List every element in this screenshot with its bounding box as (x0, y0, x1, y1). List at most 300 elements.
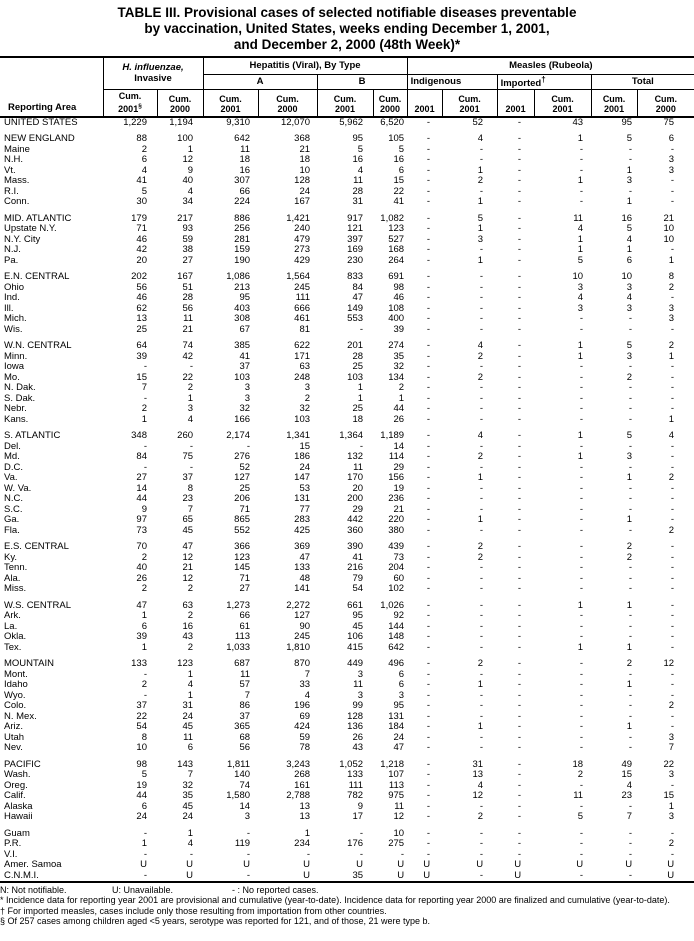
table-row (0, 352, 694, 363)
value-cell: - (479, 482, 484, 494)
column-header: Cum. 2000 (373, 89, 407, 117)
value-cell: 3 (187, 403, 194, 415)
value-cell: - (670, 461, 675, 473)
table-row (0, 431, 694, 442)
value-cell: 3 (244, 811, 251, 823)
table-row (0, 770, 694, 781)
value-cell: 45 (352, 620, 364, 632)
value-cell: 167 (294, 196, 311, 208)
value-cell: - (517, 610, 522, 622)
value-cell: - (143, 392, 147, 404)
value-cell: 3 (668, 313, 675, 325)
value-cell: 103 (234, 371, 251, 383)
value-cell: - (479, 503, 484, 515)
value-cell: 42 (136, 244, 147, 256)
legend-not-notifiable: N: Not notifiable. (0, 884, 67, 895)
value-cell: 18 (239, 154, 251, 166)
value-cell: - (670, 196, 675, 208)
value-cell: - (426, 164, 431, 176)
value-cell: - (479, 599, 484, 611)
value-cell: - (670, 827, 675, 839)
value-cell: 88 (136, 133, 147, 145)
value-cell: 666 (294, 302, 311, 314)
reporting-area-cell: Ga. (4, 514, 20, 526)
value-cell: 1,811 (226, 758, 251, 770)
value-cell: 201 (347, 340, 364, 352)
value-cell: 93 (182, 223, 194, 235)
value-cell: 46 (136, 233, 147, 245)
value-cell: 1 (577, 340, 584, 352)
table-row (0, 563, 694, 574)
value-cell: - (426, 838, 431, 850)
value-cell: - (479, 403, 484, 415)
value-cell: 9,310 (226, 117, 251, 129)
value-cell: 6 (141, 154, 147, 166)
value-cell: 1 (577, 599, 584, 611)
value-cell: 2 (187, 610, 194, 622)
table-row (0, 187, 694, 198)
value-cell: 128 (294, 175, 311, 187)
value-cell: 1 (477, 472, 484, 484)
value-cell: 1 (477, 164, 484, 176)
value-cell: - (579, 838, 584, 850)
value-cell: 103 (294, 413, 311, 425)
value-cell: - (628, 583, 633, 595)
value-cell: - (670, 620, 675, 632)
value-cell: 67 (239, 323, 251, 335)
column-header: Cum. 2001 (442, 89, 497, 117)
value-cell: 161 (294, 779, 311, 791)
table-row (0, 722, 694, 733)
value-cell: - (670, 779, 675, 791)
value-cell: 56 (239, 742, 251, 754)
value-cell: 2 (626, 371, 633, 383)
reporting-area-cell: Ill. (4, 302, 14, 314)
reporting-area-cell: Kans. (4, 413, 29, 425)
value-cell: - (426, 572, 431, 584)
value-cell: 12 (182, 154, 194, 166)
value-cell: 25 (352, 361, 364, 373)
table-row (0, 791, 694, 802)
value-cell: - (426, 610, 431, 622)
value-cell: - (579, 848, 584, 860)
value-cell: - (426, 827, 431, 839)
value-cell: 5 (626, 430, 633, 442)
reporting-area-cell: Utah (4, 731, 25, 743)
reporting-area-cell: Okla. (4, 631, 27, 643)
table-title-line3: and December 2, 2000 (48th Week)* (233, 37, 461, 52)
value-cell: - (479, 392, 484, 404)
value-cell: - (579, 658, 584, 670)
value-cell: 833 (347, 271, 364, 283)
value-cell: 105 (388, 133, 405, 145)
reporting-area-cell: Ala. (4, 572, 21, 584)
value-cell: - (479, 848, 484, 860)
value-cell: 2 (668, 281, 675, 293)
value-cell: 66 (239, 185, 251, 197)
reporting-area-cell: D.C. (4, 461, 23, 473)
value-cell: - (426, 742, 431, 754)
value-cell: - (579, 700, 584, 712)
column-header: 2001 (407, 89, 442, 117)
value-cell: - (517, 779, 522, 791)
value-cell: 11 (353, 679, 364, 691)
value-cell: 1,229 (123, 117, 147, 129)
value-cell: - (579, 361, 584, 373)
table-title (0, 0, 694, 53)
value-cell: 3,243 (286, 758, 311, 770)
value-cell: 268 (294, 769, 311, 781)
value-cell: 1 (626, 599, 633, 611)
h-influenzae-label: H. influenzae, (122, 62, 184, 74)
value-cell: 35 (393, 350, 405, 362)
value-cell: - (517, 361, 522, 373)
column-header-row (0, 89, 694, 117)
value-cell: 24 (182, 811, 194, 823)
value-cell: - (670, 323, 675, 335)
reporting-area-cell: NEW ENGLAND (4, 133, 75, 145)
reporting-area-cell: Del. (4, 440, 21, 452)
value-cell: 184 (388, 721, 405, 733)
value-cell: - (517, 212, 522, 224)
table-row (0, 314, 694, 325)
value-cell: - (579, 610, 584, 622)
value-cell: 103 (347, 371, 364, 383)
value-cell: 2 (187, 583, 194, 595)
value-cell: - (479, 631, 484, 643)
value-cell: - (628, 848, 633, 860)
value-cell: 46 (136, 292, 147, 304)
value-cell: 40 (136, 562, 147, 574)
reporting-area-cell: Hawaii (4, 811, 33, 823)
value-cell: 12,070 (280, 117, 311, 129)
value-cell: 41 (136, 175, 147, 187)
value-cell: - (628, 610, 633, 622)
value-cell: 54 (352, 583, 364, 595)
value-cell: 84 (136, 451, 147, 463)
value-cell: 1 (187, 143, 194, 155)
value-cell: 281 (234, 233, 251, 245)
value-cell: - (426, 493, 431, 505)
value-cell: - (628, 503, 633, 515)
value-cell: 100 (177, 133, 194, 145)
value-cell: 74 (182, 340, 194, 352)
value-cell: 90 (299, 620, 311, 632)
value-cell: - (479, 710, 484, 722)
value-cell: 18 (572, 758, 584, 770)
value-cell: 167 (177, 271, 194, 283)
value-cell: 71 (136, 223, 147, 235)
value-cell: 661 (347, 599, 364, 611)
value-cell: - (426, 811, 431, 823)
legend-unavailable: U: Unavailable. (112, 884, 174, 895)
value-cell: 92 (393, 610, 405, 622)
value-cell: - (628, 620, 633, 632)
value-cell: 6 (398, 668, 405, 680)
value-cell: - (359, 323, 364, 335)
table-row (0, 272, 694, 283)
value-cell: 106 (347, 631, 364, 643)
value-cell: - (479, 668, 484, 680)
reporting-area-cell: S. Dak. (4, 392, 36, 404)
value-cell: 11 (573, 790, 584, 802)
column-header: Cum. 2001§ (103, 89, 157, 117)
value-cell: - (517, 524, 522, 536)
value-cell: 34 (182, 196, 194, 208)
value-cell: U (140, 859, 147, 871)
value-cell: - (517, 451, 522, 463)
value-cell: 23 (621, 790, 633, 802)
value-cell: 14 (136, 482, 147, 494)
value-cell: 10 (663, 223, 675, 235)
value-cell: 111 (295, 292, 311, 304)
value-cell: 190 (234, 254, 251, 266)
reporting-area-cell: N. Dak. (4, 382, 36, 394)
value-cell: 6 (626, 254, 633, 266)
value-cell: 2 (626, 541, 633, 553)
value-cell: - (670, 541, 675, 553)
value-cell: 113 (234, 631, 251, 643)
value-cell: 204 (388, 562, 405, 574)
value-cell: - (628, 382, 633, 394)
value-cell: 31 (352, 196, 364, 208)
value-cell: - (426, 461, 431, 473)
value-cell: - (359, 440, 364, 452)
value-cell: - (426, 472, 431, 484)
value-cell: - (426, 117, 431, 129)
value-cell: - (517, 302, 522, 314)
value-cell: U (303, 859, 311, 871)
value-cell: - (517, 371, 522, 383)
value-cell: 45 (182, 800, 194, 812)
value-cell: 77 (299, 503, 311, 515)
value-cell: - (579, 143, 584, 155)
value-cell: 2 (626, 551, 633, 563)
value-cell: 7 (668, 742, 675, 754)
table-row (0, 802, 694, 813)
value-cell: - (628, 313, 633, 325)
value-cell: 240 (294, 223, 311, 235)
value-cell: 1,082 (380, 212, 405, 224)
value-cell: 64 (136, 340, 147, 352)
value-cell: - (517, 641, 522, 653)
value-cell: - (670, 440, 675, 452)
value-cell: U (423, 859, 431, 871)
value-cell: 10 (621, 271, 633, 283)
value-cell: 1 (577, 233, 584, 245)
table-row (0, 155, 694, 166)
value-cell: 220 (388, 514, 405, 526)
value-cell: 31 (472, 758, 484, 770)
hepatitis-group-header: Hepatitis (Viral), By Type (203, 57, 407, 74)
reporting-area-cell: Mo. (4, 371, 20, 383)
value-cell: 24 (299, 461, 311, 473)
value-cell: - (426, 451, 431, 463)
value-cell: 16 (239, 164, 251, 176)
value-cell: - (426, 196, 431, 208)
value-cell: - (670, 514, 675, 526)
value-cell: 2 (577, 769, 584, 781)
value-cell: - (426, 599, 431, 611)
value-cell: - (517, 430, 522, 442)
value-cell: - (189, 848, 194, 860)
value-cell: 1 (668, 254, 675, 266)
value-cell: 48 (299, 572, 311, 584)
reporting-area-cell: Nebr. (4, 403, 27, 415)
value-cell: 429 (294, 254, 311, 266)
value-cell: 75 (182, 451, 194, 463)
value-cell: 1,810 (286, 641, 311, 653)
value-cell: 2,788 (286, 790, 311, 802)
value-cell: - (479, 572, 484, 584)
value-cell: 25 (136, 323, 147, 335)
value-cell: - (426, 392, 431, 404)
value-cell: 1 (187, 689, 194, 701)
value-cell: - (670, 175, 675, 187)
table-row (0, 394, 694, 405)
value-cell: - (628, 143, 633, 155)
value-cell: - (517, 658, 522, 670)
value-cell: 2 (141, 583, 147, 595)
value-cell: - (426, 154, 431, 166)
value-cell: - (579, 572, 584, 584)
value-cell: 98 (136, 758, 147, 770)
table-row (0, 812, 694, 823)
value-cell: 84 (352, 281, 364, 293)
reporting-area-cell: MOUNTAIN (4, 658, 54, 670)
value-cell: - (479, 461, 484, 473)
value-cell: - (517, 313, 522, 325)
value-cell: 415 (347, 641, 364, 653)
value-cell: - (628, 668, 633, 680)
value-cell: 113 (388, 779, 405, 791)
reporting-area-cell: N.Y. City (4, 233, 41, 245)
value-cell: U (497, 871, 534, 882)
reporting-area-cell: Calif. (4, 790, 26, 802)
value-cell: 4 (477, 133, 484, 145)
value-cell: 1 (187, 827, 194, 839)
value-cell: 21 (393, 503, 405, 515)
value-cell: 114 (388, 451, 405, 463)
value-cell: 51 (182, 281, 194, 293)
table-row (0, 373, 694, 384)
value-cell: - (670, 482, 675, 494)
value-cell: - (359, 827, 364, 839)
value-cell: U (637, 871, 694, 882)
value-cell: 4 (187, 838, 194, 850)
table-row (0, 850, 694, 861)
value-cell: 13 (472, 769, 484, 781)
value-cell: 1 (141, 610, 147, 622)
value-cell: - (579, 541, 584, 553)
value-cell: 2 (668, 838, 675, 850)
value-cell: - (579, 524, 584, 536)
table-row (0, 839, 694, 850)
value-cell: 19 (393, 482, 405, 494)
value-cell: 7 (304, 668, 311, 680)
value-cell: - (670, 572, 675, 584)
value-cell: - (517, 350, 522, 362)
value-cell: 131 (294, 493, 311, 505)
value-cell: 16 (182, 620, 194, 632)
value-cell: 1 (398, 392, 405, 404)
value-cell: - (479, 292, 484, 304)
value-cell: 1 (668, 800, 675, 812)
value-cell: 143 (177, 758, 194, 770)
legend-no-reported-cases: - : No reported cases. (232, 884, 319, 895)
value-cell: 3 (626, 281, 633, 293)
value-cell: - (246, 848, 251, 860)
value-cell: 390 (347, 541, 364, 553)
imported-subheader: Imported† (497, 74, 591, 89)
value-cell: 2 (668, 700, 675, 712)
value-cell: 400 (388, 313, 405, 325)
value-cell: 169 (347, 244, 364, 256)
value-cell: - (628, 482, 633, 494)
value-cell: 63 (182, 599, 194, 611)
table-row (0, 473, 694, 484)
value-cell: 5 (141, 769, 147, 781)
value-cell: - (517, 562, 522, 574)
value-cell: - (479, 271, 484, 283)
value-cell: 6 (141, 620, 147, 632)
value-cell: - (517, 196, 522, 208)
value-cell: 6 (141, 800, 147, 812)
value-cell: 283 (294, 514, 311, 526)
value-cell: 14 (393, 440, 405, 452)
value-cell: 6 (187, 742, 194, 754)
value-cell: 4 (187, 679, 194, 691)
value-cell: 1 (304, 827, 311, 839)
value-cell: 27 (136, 472, 147, 484)
value-cell: 18 (299, 154, 311, 166)
value-cell: - (579, 313, 584, 325)
value-cell: 2 (477, 541, 484, 553)
value-cell: 2 (398, 382, 405, 394)
value-cell: 3 (577, 281, 584, 293)
value-cell: 3 (668, 164, 675, 176)
value-cell: 202 (131, 271, 147, 283)
value-cell: - (426, 313, 431, 325)
value-cell: 33 (299, 679, 311, 691)
value-cell: - (628, 689, 633, 701)
value-cell: - (517, 668, 522, 680)
value-cell: 213 (234, 281, 251, 293)
value-cell: 1 (626, 679, 633, 691)
value-cell: 380 (388, 524, 405, 536)
value-cell: - (517, 340, 522, 352)
value-cell: 10 (299, 164, 311, 176)
value-cell: - (426, 212, 431, 224)
value-cell: 21 (299, 143, 311, 155)
value-cell: - (628, 154, 633, 166)
value-cell: - (579, 440, 584, 452)
value-cell: U (186, 859, 194, 871)
value-cell: 368 (294, 133, 311, 145)
value-cell: - (426, 524, 431, 536)
value-cell: - (670, 493, 675, 505)
reporting-area-cell: R.I. (4, 185, 19, 197)
value-cell: 552 (234, 524, 251, 536)
value-cell: 461 (294, 313, 311, 325)
value-cell: - (579, 551, 584, 563)
value-cell: 2 (477, 371, 484, 383)
value-cell: 95 (621, 117, 633, 129)
value-cell: 1 (577, 244, 584, 256)
value-cell: - (670, 371, 675, 383)
value-cell: 275 (388, 838, 405, 850)
value-cell: - (426, 323, 431, 335)
